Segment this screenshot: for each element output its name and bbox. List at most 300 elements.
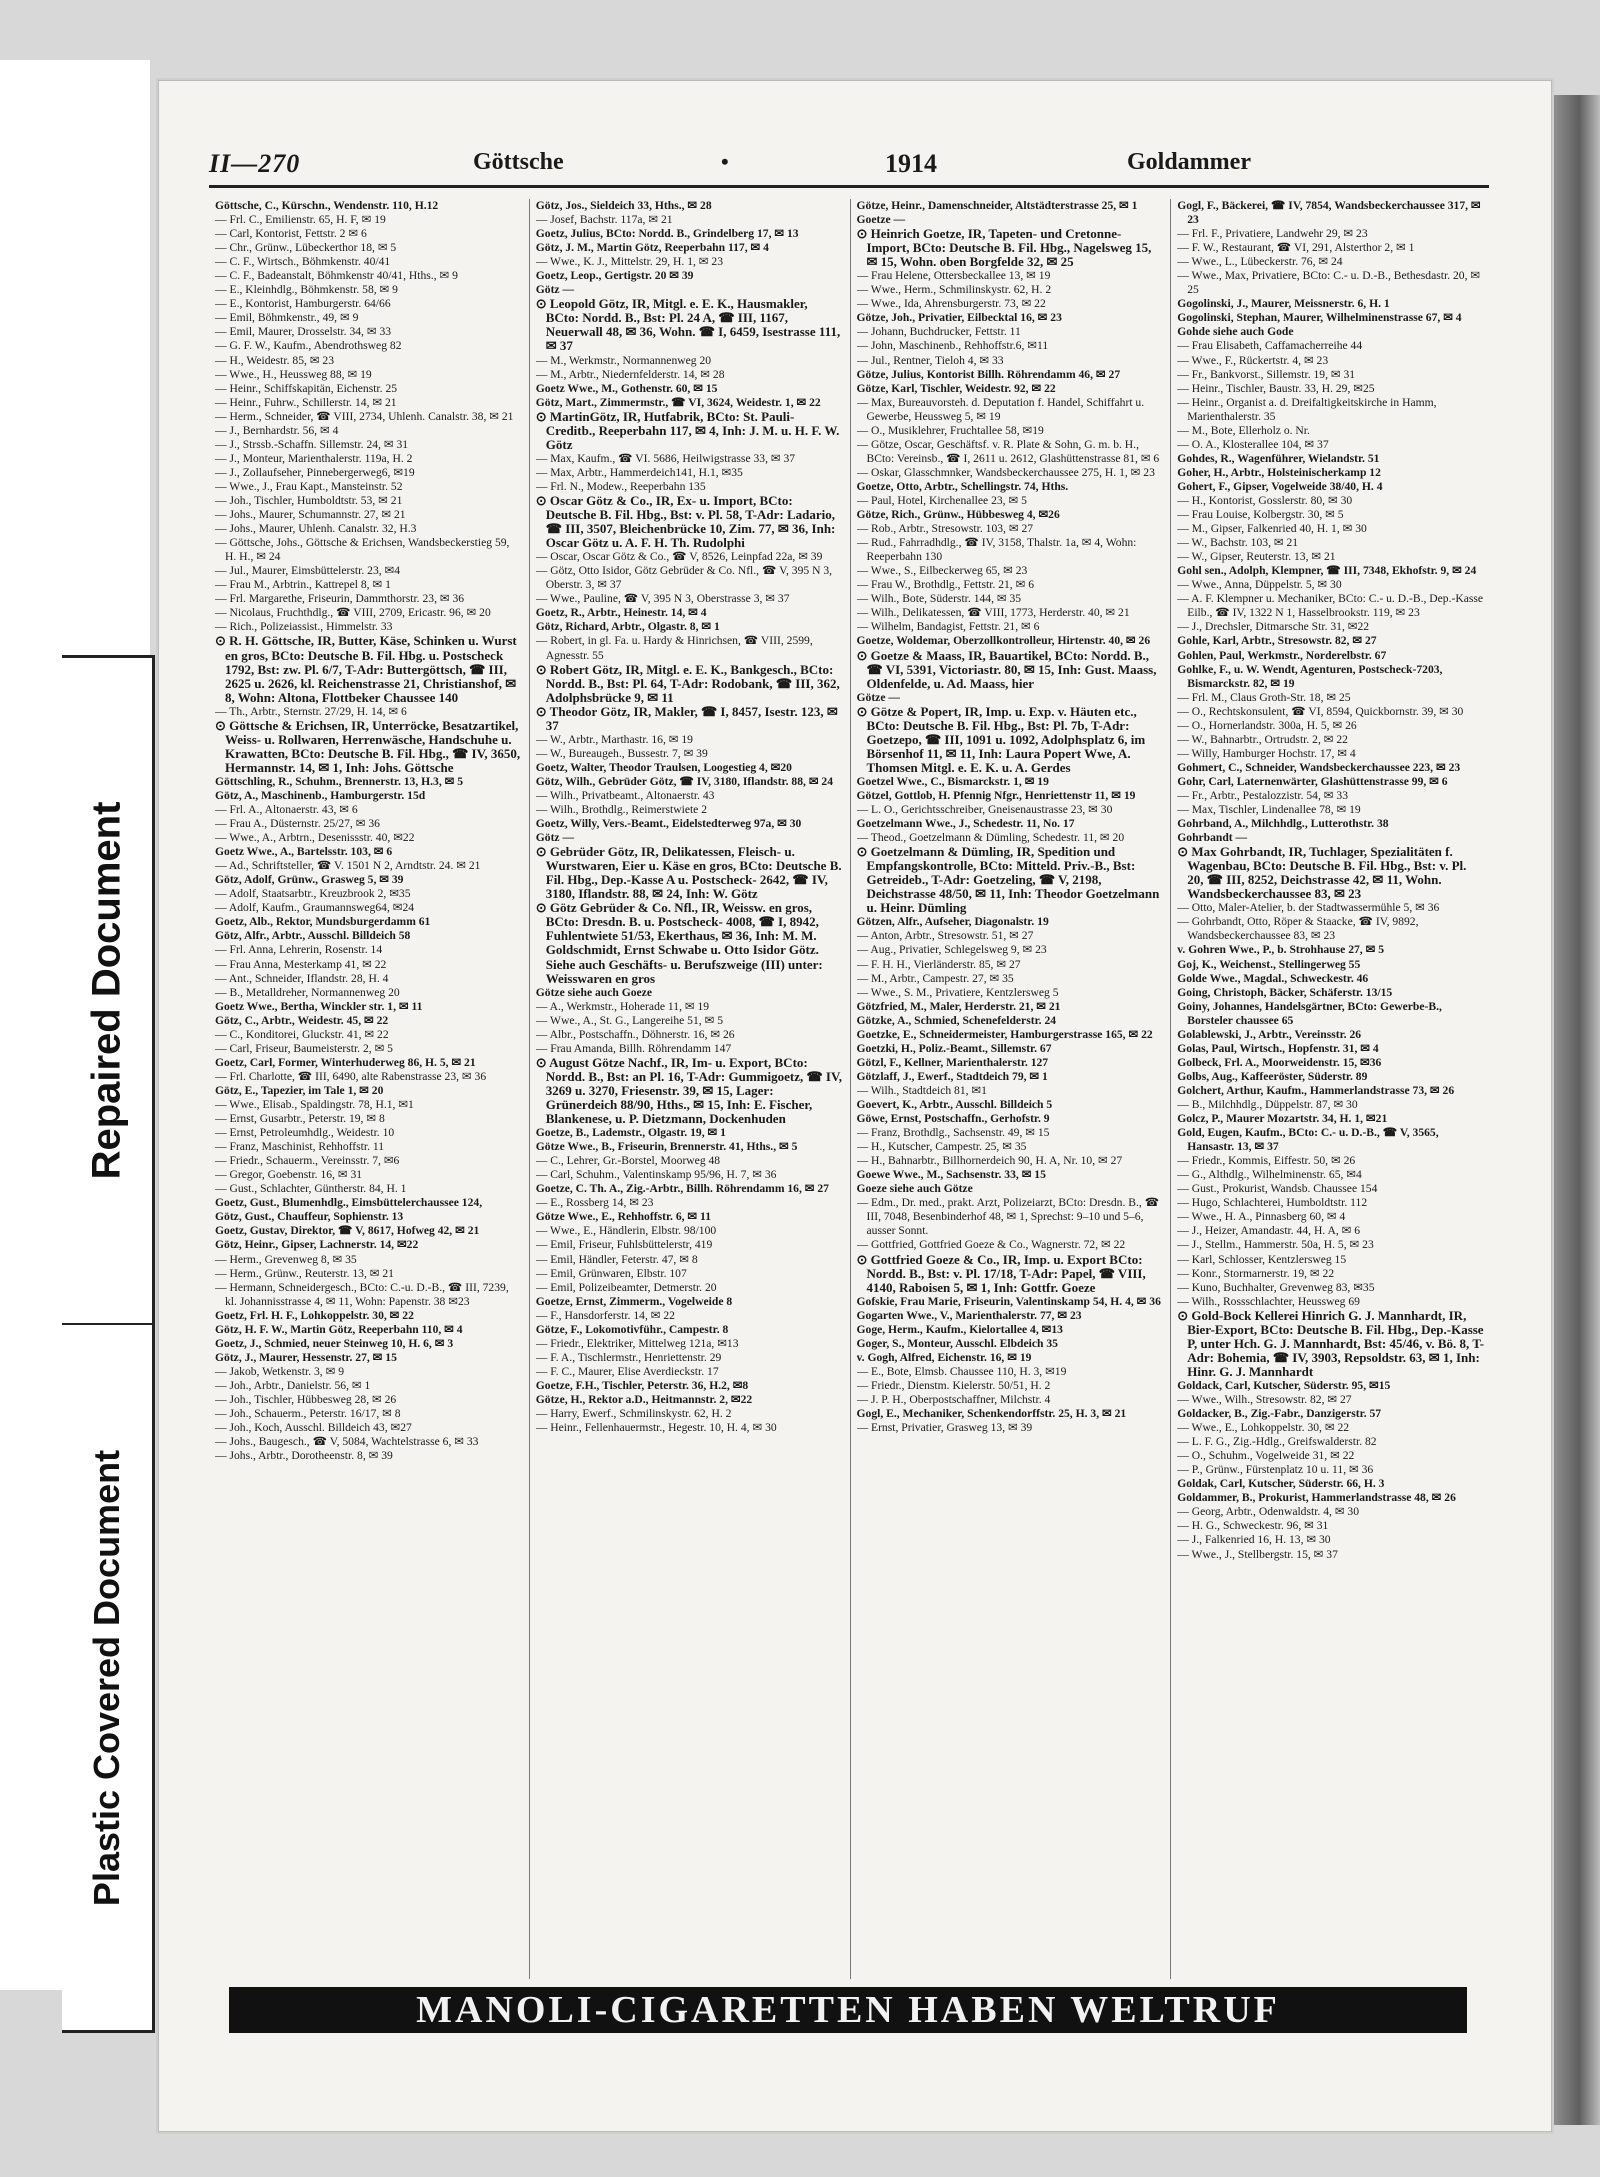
directory-entry: Gohl sen., Adolph, Klempner, ☎ III, 7348, Ekhofstr. 9, ✉ 24: [1177, 564, 1477, 578]
directory-entry: — Frau A., Düsternstr. 25/27, ✉ 36: [215, 817, 380, 831]
directory-entry: — A. F. Klempner u. Mechaniker, BCto: C.- u. D.-B., Dep.-Kasse Eilb., ☎ IV, 1322 N 1, Hasselbrookstr. 119, ✉ 23: [1177, 592, 1484, 620]
directory-entry: — W., Bachstr. 103, ✉ 21: [1177, 536, 1299, 550]
directory-entry: — Emil, Friseur, Fuhlsbüttelerstr, 419: [535, 1238, 713, 1252]
directory-entry: — Frl. N., Modew., Reeperbahn 135: [535, 479, 706, 493]
directory-entry: — Heinr., Tischler, Baustr. 33, H. 29, ✉25: [1177, 381, 1375, 395]
directory-entry: Goldak, Carl, Kutscher, Süderstr. 66, H. 3: [1177, 1477, 1385, 1491]
directory-entry: ⊙ Goetze & Maass, IR, Bauartikel, BCto: Nordd. B., ☎ VI, 5391, Victoriastr. 80, ✉ 15, Inh: Gust. Maass, Oldenfelde, u. Ad. Maass, hier: [856, 648, 1157, 691]
directory-entry: — B., Milchhdlg., Düppelstr. 87, ✉ 30: [1177, 1098, 1358, 1111]
directory-entry: — Th., Arbtr., Sternstr. 27/29, H. 14, ✉ 6: [215, 704, 407, 718]
directory-entry: — C., Konditorei, Gluckstr. 41, ✉ 22: [215, 1027, 389, 1041]
directory-entry: — Heinr., Schiffskapitän, Eichenstr. 25: [215, 381, 398, 395]
directory-entry: — Wwe., H. A., Pinnasberg 60, ✉ 4: [1177, 1210, 1346, 1224]
directory-entry: — Friedr., Schauerm., Vereinsstr. 7, ✉6: [215, 1154, 400, 1168]
directory-entry: Golablewski, J., Arbtr., Vereinsstr. 26: [1177, 1027, 1362, 1041]
directory-entry: Götzel, Gottlob, H. Pfennig Nfgr., Henriettenstr 11, ✉ 19: [856, 788, 1136, 802]
directory-entry: Götz, Alfr., Arbtr., Ausschl. Billdeich 58: [215, 929, 411, 943]
directory-entry: Götze, Karl, Tischler, Weidestr. 92, ✉ 22: [856, 381, 1056, 395]
directory-entry: — J., Zollaufseher, Pinnebergerweg6, ✉19: [215, 465, 415, 479]
directory-entry: — Wilh., Rossschlachter, Heussweg 69: [1177, 1294, 1360, 1308]
directory-entry: — Gottfried, Gottfried Goeze & Co., Wagnerstr. 72, ✉ 22: [856, 1238, 1126, 1252]
directory-entry: — Johs., Maurer, Uhlenh. Canalstr. 32, H.3: [215, 522, 417, 536]
directory-entry: — F. W., Restaurant, ☎ VI, 291, Alsterthor 2, ✉ 1: [1177, 241, 1415, 255]
directory-entry: ⊙ Robert Götz, IR, Mitgl. e. E. K., Bankgesch., BCto: Nordd. B., Bst: Pl. 64, T-Adr: Rodobank, ☎ III, 362, Adolphsbrücke 9, ✉ 11: [535, 662, 840, 705]
directory-entry: Golbeck, Frl. A., Moorweidenstr. 15, ✉36: [1177, 1055, 1382, 1069]
directory-column-2: [529, 199, 850, 1979]
directory-entry: Goetz Wwe., A., Bartelsstr. 103, ✉ 6: [215, 845, 393, 859]
directory-entry: — Ernst, Privatier, Grasweg 13, ✉ 39: [856, 1421, 1033, 1435]
directory-entry: Goetz Wwe., Bertha, Winckler str. 1, ✉ 11: [215, 999, 423, 1013]
directory-entry: — O., Hornerlandstr. 300a, H. 5, ✉ 26: [1177, 718, 1357, 732]
directory-entry: — H., Bahnarbtr., Billhornerdeich 90, H. A, Nr. 10, ✉ 27: [856, 1154, 1123, 1168]
repaired-document-tab: [62, 655, 155, 1326]
directory-entry: — Frl. Anna, Lehrerin, Rosenstr. 14: [215, 943, 383, 957]
directory-entry: ⊙ R. H. Göttsche, IR, Butter, Käse, Schinken u. Wurst en gros, BCto: Deutsche B. Fil. Hbg. u. Postscheck 1792, Bst: zw. Pl. 6/7, T-Adr: Buttergöttsch, ☎ III, 2625 u. 2626, kl. Reichenstrasse 21, Christianshof, ✉ 8, Wohn: Altona, Flottbeker Chaussee 140: [215, 634, 517, 705]
directory-entry: Götzke, A., Schmied, Schenefelderstr. 24: [856, 1013, 1057, 1027]
plastic-covered-document-tab: [62, 1325, 155, 2033]
left-running-head: Göttsche: [473, 149, 564, 175]
directory-entry: — Jakob, Wetkenstr. 3, ✉ 9: [215, 1364, 345, 1378]
directory-entry: — Wilh., Delikatessen, ☎ VIII, 1773, Herderstr. 40, ✉ 21: [856, 606, 1130, 620]
directory-entry: — W., Arbtr., Marthastr. 16, ✉ 19: [535, 732, 693, 746]
directory-entry: Goetze, C. Th. A., Zig.-Arbtr., Billh. Röhrendamm 16, ✉ 27: [535, 1182, 829, 1196]
directory-entry: — Ernst, Gusarbtr., Peterstr. 19, ✉ 8: [215, 1112, 385, 1126]
page-number: II—270: [209, 149, 301, 178]
directory-entry: — Albr., Postschaffn., Döhnerstr. 16, ✉ 26: [535, 1027, 735, 1041]
directory-entry: Gofskie, Frau Marie, Friseurin, Valentinskamp 54, H. 4, ✉ 36: [856, 1294, 1161, 1308]
directory-column-4: [1170, 199, 1491, 1979]
directory-entry: — Götz, Otto Isidor, Götz Gebrüder & Co. Nfl., ☎ V, 395 N 3, Oberstr. 3, ✉ 37: [535, 564, 833, 592]
directory-entry: Götze, Julius, Kontorist Billh. Röhrendamm 46, ✉ 27: [856, 367, 1121, 381]
directory-entry: — Wwe., A., St. G., Langereihe 51, ✉ 5: [535, 1013, 723, 1027]
directory-entry: Golcz, P., Maurer Mozartstr. 34, H. 1, ✉21: [1177, 1112, 1388, 1126]
directory-entry: — L. F. G., Zig.-Hdlg., Greifswalderstr. 82: [1177, 1435, 1377, 1449]
directory-entry: — Johann, Buchdrucker, Fettstr. 11: [856, 325, 1021, 339]
directory-entry: — J., Drechsler, Ditmarsche Str. 31, ✉22: [1177, 620, 1370, 634]
directory-entry: Gogl, F., Bäckerei, ☎ IV, 7854, Wandsbeckerchaussee 317, ✉ 23: [1177, 199, 1481, 227]
directory-entry: Gohdes, R., Wagenführer, Wielandstr. 51: [1177, 451, 1380, 465]
directory-entry: Götz, E., Tapezier, im Tale 1, ✉ 20: [215, 1083, 384, 1097]
directory-entry: — Johs., Arbtr., Dorotheenstr. 8, ✉ 39: [215, 1449, 393, 1463]
directory-entry: — Wilh., Brothdlg., Reimerstwiete 2: [535, 803, 708, 817]
directory-entry: Götze Wwe., E., Rehhoffstr. 6, ✉ 11: [535, 1210, 711, 1224]
directory-entry: Götz, Gust., Chauffeur, Sophienstr. 13: [215, 1210, 404, 1224]
directory-entry: — Fr., Arbtr., Pestalozzistr. 54, ✉ 33: [1177, 788, 1348, 802]
directory-entry: — Herm., Schneider, ☎ VIII, 2734, Uhlenh. Canalstr. 38, ✉ 21: [215, 409, 514, 423]
directory-entry: Gohlke, F., u. W. Wendt, Agenturen, Postscheck-7203, Bismarckstr. 82, ✉ 19: [1177, 662, 1443, 690]
directory-entry: Goevert, K., Arbtr., Ausschl. Billdeich 5: [856, 1098, 1053, 1111]
directory-entry: Golchert, Arthur, Kaufm., Hammerlandstrasse 73, ✉ 26: [1177, 1083, 1455, 1097]
directory-entry: Golas, Paul, Wirtsch., Hopfenstr. 31, ✉ 4: [1177, 1041, 1379, 1055]
directory-entry: — Frau W., Brothdlg., Fettstr. 21, ✉ 6: [856, 578, 1035, 592]
directory-entry: — Friedr., Dienstm. Kielerstr. 50/51, H. 2: [856, 1378, 1051, 1392]
directory-entry: — Gust., Schlachter, Güntherstr. 84, H. 1: [215, 1182, 407, 1196]
directory-entry: — Jul., Maurer, Eimsbüttelerstr. 23, ✉4: [215, 564, 401, 578]
directory-entry: Götz, Wilh., Gebrüder Götz, ☎ IV, 3180, Iflandstr. 88, ✉ 24: [535, 774, 834, 788]
directory-entry: — Otto, Maler-Atelier, b. der Stadtwassermühle 5, ✉ 36: [1177, 901, 1440, 915]
directory-entry: — Konr., Stormarnerstr. 19, ✉ 22: [1177, 1266, 1335, 1280]
directory-entry: — Emil, Maurer, Drosselstr. 34, ✉ 33: [215, 325, 392, 339]
directory-entry: — M., Bote, Ellerholz o. Nr.: [1177, 423, 1310, 437]
directory-entry: — Frl. F., Privatiere, Landwehr 29, ✉ 23: [1177, 227, 1368, 241]
directory-entry: — Wwe., Max, Privatiere, BCto: C.- u. D.-B., Bethesdastr. 20, ✉ 25: [1177, 269, 1481, 297]
directory-entry: Goetzke, E., Schneidermeister, Hamburgerstrasse 165, ✉ 22: [856, 1027, 1153, 1041]
directory-entry: — Chr., Grünw., Lübeckerthor 18, ✉ 5: [215, 241, 397, 255]
directory-entry: — A., Werkmstr., Hoherade 11, ✉ 19: [535, 999, 710, 1013]
directory-entry: — Joh., Arbtr., Danielstr. 56, ✉ 1: [215, 1378, 371, 1392]
directory-entry: v. Gohren Wwe., P., b. Strohhause 27, ✉ 5: [1177, 943, 1384, 957]
directory-entry: Götz, J., Maurer, Hessenstr. 27, ✉ 15: [215, 1350, 397, 1364]
directory-entry: — Paul, Hotel, Kirchenallee 23, ✉ 5: [856, 493, 1027, 507]
directory-entry: — J., Falkenried 16, H. 13, ✉ 30: [1177, 1533, 1331, 1547]
directory-entry: Goetz, Carl, Former, Winterhuderweg 86, H. 5, ✉ 21: [215, 1055, 476, 1069]
directory-entry: Goiny, Johannes, Handelsgärtner, BCto: Gewerbe-B., Borsteler chaussee 65: [1177, 999, 1442, 1027]
directory-entry: — Nicolaus, Fruchthdlg., ☎ VIII, 2709, Ericastr. 96, ✉ 20: [215, 606, 491, 620]
directory-columns: [209, 199, 1491, 1979]
directory-entry: — Fr., Bankvorst., Sillemstr. 19, ✉ 31: [1177, 367, 1356, 381]
directory-entry: — Max, Kaufm., ☎ VI. 5686, Heilwigstrasse 33, ✉ 37: [535, 451, 796, 465]
directory-entry: — Carl, Kontorist, Fettstr. 2 ✉ 6: [215, 227, 367, 241]
directory-entry: Goetze, Woldemar, Oberzollkontrolleur, Hirtenstr. 40, ✉ 26: [856, 634, 1151, 648]
directory-entry: — Adolf, Kaufm., Graumannsweg64, ✉24: [215, 901, 415, 915]
directory-entry: — Emil, Böhmkenstr., 49, ✉ 9: [215, 311, 359, 325]
directory-entry: ⊙ Götz Gebrüder & Co. Nfl., IR, Weissw. en gros, BCto: Dresdn. B. u. Postscheck- 4008, ☎ I, 8942, Fuhlentwiete 51/53, Ekerthaus, ✉ 36, Inh: M. M. Goldschmidt, Ernst Schwabe u. Otto Isidor Götz. Siehe auch Geschäfts- u. Berufszweige (III) unter: Weisswaren en gros: [535, 901, 823, 986]
directory-entry: — H., Kontorist, Gosslerstr. 80, ✉ 30: [1177, 493, 1353, 507]
directory-entry: Goger, S., Monteur, Ausschl. Elbdeich 35: [856, 1336, 1058, 1350]
directory-entry: ⊙ Heinrich Goetze, IR, Tapeten- und Cretonne-Import, BCto: Deutsche B. Fil. Hbg., Nagelsweg 15, ✉ 15, Wohn. oben Borgfelde 32, ✉ 25: [856, 227, 1152, 270]
directory-entry: — O., Musiklehrer, Fruchtallee 58, ✉19: [856, 423, 1044, 437]
directory-entry: Goetz, Julius, BCto: Nordd. B., Grindelberg 17, ✉ 13: [535, 227, 799, 241]
directory-entry: Goetz, J., Schmied, neuer Steinweg 10, H. 6, ✉ 3: [215, 1336, 454, 1350]
directory-entry: — Robert, in gl. Fa. u. Hardy & Hinrichsen, ☎ VIII, 2599, Agnesstr. 55: [535, 634, 813, 662]
directory-entry: — Gohrbandt, Otto, Röper & Staacke, ☎ IV, 9892, Wandsbeckerchaussee 83, ✉ 23: [1177, 915, 1419, 943]
directory-entry: Gogl, E., Mechaniker, Schenkendorffstr. 25, H. 3, ✉ 21: [856, 1407, 1127, 1421]
directory-entry: Götz —: [535, 283, 575, 297]
directory-entry: — Wwe., Wilh., Stresowstr. 82, ✉ 27: [1177, 1392, 1352, 1406]
directory-entry: Gohrband, A., Milchhdlg., Lutterothstr. 38: [1177, 817, 1389, 831]
directory-entry: ⊙ Max Gohrbandt, IR, Tuchlager, Spezialitäten f. Wagenbau, BCto: Deutsche B. Fil. Hbg., Bst: v. Pl. 20, ☎ III, 8252, Deichstrasse 42, ✉ 11, Wohn. Wandsbeckerchaussee 83, ✉ 23: [1177, 845, 1467, 902]
directory-entry: — Wilhelm, Bandagist, Fettstr. 21, ✉ 6: [856, 620, 1040, 634]
directory-entry: — O. A., Klosterallee 104, ✉ 37: [1177, 437, 1329, 451]
directory-entry: — Heinr., Fuhrw., Schillerstr. 14, ✉ 21: [215, 395, 397, 409]
directory-entry: Goetz, Leop., Gertigstr. 20 ✉ 39: [535, 269, 694, 283]
directory-entry: — M., Gipser, Falkenried 40, H. 1, ✉ 30: [1177, 522, 1367, 536]
directory-entry: — Anton, Arbtr., Stresowstr. 51, ✉ 27: [856, 929, 1034, 943]
directory-entry: — Wwe., J., Frau Kapt., Mansteinstr. 52: [215, 479, 403, 493]
directory-entry: Golbs, Aug., Kaffeeröster, Süderstr. 89: [1177, 1069, 1368, 1083]
directory-entry: — J. P. H., Oberpostschaffner, Milchstr. 4: [856, 1392, 1051, 1406]
directory-entry: — Joh., Tischler, Hübbesweg 28, ✉ 26: [215, 1392, 397, 1406]
directory-entry: — Frau Amanda, Billh. Röhrendamm 147: [535, 1041, 732, 1055]
directory-entry: — Georg, Arbtr., Odenwaldstr. 4, ✉ 30: [1177, 1505, 1360, 1519]
directory-entry: — Wilh., Privatbeamt., Altonaerstr. 43: [535, 788, 715, 802]
directory-entry: — Kuno, Buchhalter, Grevenweg 83, ✉35: [1177, 1280, 1375, 1294]
directory-entry: — Joh., Tischler, Humboldtstr. 53, ✉ 21: [215, 493, 403, 507]
directory-entry: Gogolinski, Stephan, Maurer, Wilhelminenstrasse 67, ✉ 4: [1177, 311, 1462, 325]
advertisement-text: MANOLI-CIGARETTEN HABEN WELTRUF: [416, 1989, 1280, 2031]
directory-entry: ⊙ Leopold Götz, IR, Mitgl. e. E. K., Hausmakler, BCto: Nordd. B., Bst: Pl. 24 A, ☎ III, 1167, Neuerwall 48, ✉ 36, Wohn. ☎ I, 6459, Isestrasse 111, ✉ 37: [535, 297, 841, 354]
directory-entry: ⊙ Gottfried Goeze & Co., IR, Imp. u. Export BCto: Nordd. B., Bst: v. Pl. 17/18, T-Adr: Papel, ☎ VIII, 4140, Raboisen 5, ✉ 1, Inh: Gottfr. Goeze: [856, 1252, 1146, 1295]
directory-entry: — Emil, Händler, Feterstr. 47, ✉ 8: [535, 1252, 698, 1266]
directory-entry: — Götze, Oscar, Geschäftsf. v. R. Plate & Sohn, G. m. b. H., BCto: Vereinsb., ☎ I, 2611 u. 2612, Glashüttenstrasse 81, ✉ 6: [856, 437, 1160, 465]
directory-entry: — Heinr., Fellenhauermstr., Hegestr. 10, H. 4, ✉ 30: [535, 1421, 777, 1435]
directory-entry: Gohmert, C., Schneider, Wandsbeckerchaussee 223, ✉ 23: [1177, 760, 1461, 774]
directory-entry: — Frau Helene, Ottersbeckallee 13, ✉ 19: [856, 269, 1051, 283]
page-header: [209, 145, 1489, 188]
directory-entry: — Wwe., A., Arbtrn., Desenissstr. 40, ✉22: [215, 831, 415, 845]
directory-entry: Goetze, Otto, Arbtr., Schellingstr. 74, Hths.: [856, 479, 1069, 493]
directory-entry: — Wwe., S. M., Privatiere, Kentzlersweg 5: [856, 985, 1059, 999]
directory-entry: Götze —: [856, 690, 900, 704]
directory-entry: — John, Maschinenb., Rehhoffstr.6, ✉11: [856, 339, 1049, 353]
directory-entry: — Heinr., Organist a. d. Dreifaltigkeitskirche in Hamm, Marienthalerstr. 35: [1177, 395, 1437, 423]
header-divider: •: [721, 149, 729, 174]
directory-entry: — Rich., Polizeiassist., Himmelstr. 33: [215, 620, 393, 634]
directory-entry: — Harry, Ewerf., Schmilinskystr. 62, H. 2: [535, 1407, 732, 1421]
directory-entry: — Joh., Koch, Ausschl. Billdeich 43, ✉27: [215, 1421, 412, 1435]
directory-entry: — Ad., Schriftsteller, ☎ V. 1501 N 2, Arndtstr. 24. ✉ 21: [215, 859, 481, 873]
directory-entry: — F. C., Maurer, Elise Averdieckstr. 17: [535, 1364, 719, 1378]
directory-entry: Götz, A., Maschinenb., Hamburgerstr. 15d: [215, 788, 426, 802]
directory-entry: — Joh., Schauerm., Peterstr. 16/17, ✉ 8: [215, 1407, 401, 1421]
directory-entry: Goetze —: [856, 213, 906, 227]
directory-entry: — Johs., Baugesch., ☎ V, 5084, Wachtelstrasse 6, ✉ 33: [215, 1435, 479, 1449]
directory-entry: Goldacker, B., Zig.-Fabr., Danzigerstr. 57: [1177, 1407, 1382, 1421]
directory-entry: — Max, Tischler, Lindenallee 78, ✉ 19: [1177, 803, 1361, 817]
directory-entry: Götz, J. M., Martin Götz, Reeperbahn 117, ✉ 4: [535, 241, 769, 255]
directory-entry: — Wwe., Pauline, ☎ V, 395 N 3, Oberstrasse 3, ✉ 37: [535, 592, 790, 606]
directory-entry: Goetz, Willy, Vers.-Beamt., Eidelstedterweg 97a, ✉ 30: [535, 817, 802, 831]
directory-entry: Götzlaff, J., Ewerf., Stadtdeich 79, ✉ 1: [856, 1069, 1048, 1083]
directory-entry: Goetz Wwe., M., Gothenstr. 60, ✉ 15: [535, 381, 718, 395]
directory-entry: Götz, Mart., Zimmermstr., ☎ VI, 3624, Weidestr. 1, ✉ 22: [535, 395, 821, 409]
directory-entry: ⊙ Götze & Popert, IR, Imp. u. Exp. v. Häuten etc., BCto: Deutsche B. Fil. Hbg., Bst: Pl. 7b, T-Adr: Goetzepo, ☎ III, 1091 u. 1092, Adolphsplatz 6, im Börsenhof 11, ✉ 11, Inh: Laura Popert Wwe, A. Thomsen Mitgl. e. E. K. u. A. Gerdes: [856, 704, 1146, 775]
directory-entry: Goetz, Alb., Rektor, Mundsburgerdamm 61: [215, 915, 431, 929]
directory-entry: — G., Althdlg., Wilhelminenstr. 65, ✉4: [1177, 1168, 1362, 1182]
plastic-covered-document-label: Plastic Covered Document: [86, 1449, 128, 1906]
book-spine-edge: [1548, 95, 1600, 2125]
directory-entry: Götz, H. F. W., Martin Götz, Reeperbahn 110, ✉ 4: [215, 1322, 463, 1336]
directory-entry: — Frau Elisabeth, Caffamacherreihe 44: [1177, 339, 1363, 353]
directory-entry: Götze, F., Lokomotivführ., Campestr. 8: [535, 1322, 729, 1336]
directory-entry: Goewe Wwe., M., Sachsenstr. 33, ✉ 15: [856, 1168, 1046, 1182]
directory-entry: Goetz, Gust., Blumenhdlg., Eimsbüttelerchaussee 124,: [215, 1196, 483, 1210]
directory-entry: — Frl. C., Emilienstr. 65, H. F, ✉ 19: [215, 213, 386, 227]
directory-entry: — J., Strssb.-Schaffn. Sillemstr. 24, ✉ 31: [215, 437, 409, 451]
directory-entry: — Gregor, Goebenstr. 16, ✉ 31: [215, 1168, 363, 1182]
directory-entry: Gohlen, Paul, Werkmstr., Norderelbstr. 67: [1177, 648, 1387, 662]
directory-entry: — Frau M., Arbtrin., Kattrepel 8, ✉ 1: [215, 578, 391, 592]
directory-entry: — Wwe., E., Lohkoppelstr. 30, ✉ 22: [1177, 1421, 1350, 1435]
directory-column-1: [209, 199, 529, 1979]
directory-entry: — Göttsche, Johs., Göttsche & Erichsen, Wandsbeckerstieg 59, H. H., ✉ 24: [215, 536, 510, 564]
directory-entry: — J., Monteur, Marienthalerstr. 119a, H. 2: [215, 451, 413, 465]
directory-entry: — Wwe., J., Stellbergstr. 15, ✉ 37: [1177, 1547, 1338, 1561]
directory-entry: — Franz, Maschinist, Rehhoffstr. 11: [215, 1140, 385, 1154]
directory-entry: — Wwe., Herm., Schmilinskystr. 62, H. 2: [856, 283, 1052, 297]
directory-entry: Götzfried, M., Maler, Herderstr. 21, ✉ 21: [856, 999, 1061, 1013]
directory-entry: Goldack, Carl, Kutscher, Süderstr. 95, ✉15: [1177, 1378, 1391, 1392]
directory-entry: — Wwe., F., Rückertstr. 4, ✉ 23: [1177, 353, 1329, 367]
directory-entry: — Josef, Bachstr. 117a, ✉ 21: [535, 213, 673, 227]
year-heading: 1914: [885, 149, 937, 178]
directory-entry: — Adolf, Staatsarbtr., Kreuzbrook 2, ✉35: [215, 887, 411, 901]
directory-entry: ⊙ Theodor Götz, IR, Makler, ☎ I, 8457, Isestr. 123, ✉ 37: [535, 704, 838, 733]
directory-entry: Götze, Joh., Privatier, Eilbecktal 16, ✉ 23: [856, 311, 1062, 325]
directory-entry: — Oskar, Glasschmnker, Wandsbeckerchaussee 275, H. 1, ✉ 23: [856, 465, 1155, 479]
directory-entry: — Carl, Friseur, Baumeisterstr. 2, ✉ 5: [215, 1041, 393, 1055]
directory-entry: — E., Rossberg 14, ✉ 23: [535, 1196, 654, 1210]
directory-entry: — Jul., Rentner, Tieloh 4, ✉ 33: [856, 353, 1004, 367]
directory-entry: Goetzelmann Wwe., J., Schedestr. 11, No. 17: [856, 817, 1075, 831]
directory-entry: Götze, Rich., Grünw., Hübbesweg 4, ✉26: [856, 508, 1060, 522]
directory-entry: — Frau Anna, Mesterkamp 41, ✉ 22: [215, 957, 387, 971]
directory-entry: — H. G., Schweckestr. 96, ✉ 31: [1177, 1519, 1329, 1533]
directory-entry: Göttschling, R., Schuhm., Brennerstr. 13, H.3, ✉ 5: [215, 774, 464, 788]
directory-entry: ⊙ Gebrüder Götz, IR, Delikatessen, Fleisch- u. Wurstwaren, Eier u. Käse en gros, BCto: Deutsche B. Fil. Hbg., Dep.-Kasse A u. Postscheck- 2642, ☎ IV, 3180, Iflandstr. 88, ✉ 24, Inh: W. Götz: [535, 845, 842, 902]
directory-entry: Goetz, Walter, Theodor Traulsen, Loogestieg 4, ✉20: [535, 760, 792, 774]
directory-entry: — F. H. H., Vierländerstr. 85, ✉ 27: [856, 957, 1021, 971]
directory-entry: — Hugo, Schlachterei, Humboldtstr. 112: [1177, 1196, 1368, 1210]
directory-entry: Gogarten Wwe., V., Marienthalerstr. 77, ✉ 23: [856, 1308, 1082, 1322]
directory-entry: — Wwe., Elisab., Spaldingstr. 78, H.1, ✉1: [215, 1098, 414, 1111]
directory-entry: — Herm., Grünw., Reuterstr. 13, ✉ 21: [215, 1266, 394, 1280]
directory-entry: — Edm., Dr. med., prakt. Arzt, Polizeiarzt, BCto: Dresdn. B., ☎ III, 7048, Besenbinderhof 48, ✉ 1, Sprechst: 9–10 und 5–6, ausser Sonnt.: [856, 1196, 1160, 1238]
directory-entry: Gohrbandt —: [1177, 831, 1248, 845]
directory-entry: — Rob., Arbtr., Stresowstr. 103, ✉ 27: [856, 522, 1034, 536]
directory-entry: Gohr, Carl, Laternenwärter, Glashüttenstrasse 99, ✉ 6: [1177, 774, 1448, 788]
directory-entry: — Friedr., Kommis, Eiffestr. 50, ✉ 26: [1177, 1154, 1356, 1168]
directory-entry: ⊙ August Götze Nachf., IR, Im- u. Export, BCto: Nordd. B., Bst: an Pl. 16, T-Adr: Gummigoetz, ☎ IV, 3269 u. 3270, Friesenstr. 39, ✉ 15, Lager: Grünerdeich 88/90, Hths., ✉ 15, Inh: E. Fischer, Blankenese, u. P. Dietzmann, Dockenhuden: [535, 1055, 842, 1127]
directory-entry: — Wwe., S., Eilbeckerweg 65, ✉ 23: [856, 564, 1028, 578]
directory-entry: Goldammer, B., Prokurist, Hammerlandstrasse 48, ✉ 26: [1177, 1491, 1456, 1505]
directory-entry: — Willy, Hamburger Hochstr. 17, ✉ 4: [1177, 746, 1356, 760]
directory-entry: Götz, Adolf, Grünw., Grasweg 5, ✉ 39: [215, 873, 404, 887]
directory-entry: — Emil, Polizeibeamter, Detmerstr. 20: [535, 1280, 717, 1294]
directory-entry: Goetz, R., Arbtr., Heinestr. 14, ✉ 4: [535, 606, 707, 620]
directory-entry: — Wwe., L., Lübeckerstr. 76, ✉ 24: [1177, 255, 1343, 269]
directory-entry: — W., Bureaugeh., Bussestr. 7, ✉ 39: [535, 746, 708, 760]
directory-entry: — J., Bernhardstr. 56, ✉ 4: [215, 423, 339, 437]
directory-entry: — P., Grünw., Fürstenplatz 10 u. 11, ✉ 36: [1177, 1463, 1374, 1477]
directory-entry: — Johs., Maurer, Schumannstr. 27, ✉ 21: [215, 508, 406, 522]
directory-entry: — W., Gipser, Reuterstr. 13, ✉ 21: [1177, 550, 1336, 564]
directory-entry: — O., Rechtskonsulent, ☎ VI, 8594, Quickbornstr. 39, ✉ 30: [1177, 704, 1464, 718]
directory-entry: — M., Arbtr., Campestr. 27, ✉ 35: [856, 971, 1014, 985]
directory-entry: — Wilh., Bote, Süderstr. 144, ✉ 35: [856, 592, 1022, 606]
directory-entry: Goetzel Wwe., C., Bismarckstr. 1, ✉ 19: [856, 774, 1049, 788]
directory-entry: Göttsche, C., Kürschn., Wendenstr. 110, H.12: [215, 199, 439, 212]
directory-entry: — F., Hansdorferstr. 14, ✉ 22: [535, 1308, 675, 1322]
directory-entry: — E., Kontorist, Hamburgerstr. 64/66: [215, 297, 391, 311]
directory-entry: — Karl, Schlosser, Kentzlersweg 15: [1177, 1252, 1347, 1266]
directory-entry: ⊙ Gold-Bock Kellerei Hinrich G. J. Mannhardt, IR, Bier-Export, BCto: Deutsche B. Fil. Hbg., Dep.-Kasse P, unter Hch. G. J. Mannhardt, Bst: 45/46, v. Bö. 8, T-Adr: Bohemia, ☎ IV, 3903, Repsoldstr. 63, ✉ 1, Inh: Hinr. G. J. Mannhardt: [1177, 1308, 1485, 1379]
directory-entry: — Emil, Grünwaren, Elbstr. 107: [535, 1266, 687, 1280]
directory-entry: — M., Arbtr., Niedernfelderstr. 14, ✉ 28: [535, 367, 725, 381]
directory-entry: — Oscar, Oscar Götz & Co., ☎ V, 8526, Leinpfad 22a, ✉ 39: [535, 550, 823, 564]
directory-entry: Goetze, B., Lademstr., Olgastr. 19, ✉ 1: [535, 1126, 726, 1140]
directory-entry: — B., Metalldreher, Normannenweg 20: [215, 985, 400, 999]
directory-column-3: [850, 199, 1171, 1979]
directory-entry: — J., Stellm., Hammerstr. 50a, H. 5, ✉ 23: [1177, 1238, 1374, 1252]
directory-entry: Götz, Jos., Sieldeich 33, Hths., ✉ 28: [535, 199, 712, 212]
directory-entry: Gohle, Karl, Arbtr., Stresowstr. 82, ✉ 27: [1177, 634, 1377, 648]
directory-entry: Götze, Heinr., Damenschneider, Altstädterstrasse 25, ✉ 1: [856, 199, 1138, 212]
directory-entry: — Franz, Brothdlg., Sachsenstr. 49, ✉ 15: [856, 1126, 1050, 1140]
directory-entry: — Theod., Goetzelmann & Dümling, Schedestr. 11, ✉ 20: [856, 831, 1125, 845]
directory-entry: — Ant., Schneider, Iflandstr. 28, H. 4: [215, 971, 389, 985]
directory-entry: — Wilh., Stadtdeich 81, ✉1: [856, 1083, 987, 1097]
directory-entry: — Frl. A., Altonaerstr. 43, ✉ 6: [215, 803, 358, 817]
directory-entry: — Max, Arbtr., Hammerdeich141, H.1, ✉35: [535, 465, 743, 479]
directory-entry: Goetz, Frl. H. F., Lohkoppelstr. 30, ✉ 22: [215, 1308, 414, 1322]
advertisement-banner: [229, 1987, 1467, 2033]
directory-entry: Goher, H., Arbtr., Holsteinischerkamp 12: [1177, 465, 1381, 479]
directory-entry: — F. A., Tischlermstr., Henriettenstr. 29: [535, 1350, 722, 1364]
directory-entry: — J., Heizer, Amandastr. 44, H. A, ✉ 6: [1177, 1224, 1361, 1238]
directory-entry: Goge, Herm., Kaufm., Kielortallee 4, ✉13: [856, 1322, 1063, 1336]
directory-entry: — Friedr., Elektriker, Mittelweg 121a, ✉13: [535, 1336, 739, 1350]
directory-entry: — O., Schuhm., Vogelweide 31, ✉ 22: [1177, 1449, 1355, 1463]
directory-entry: Götze siehe auch Goeze: [535, 985, 652, 999]
directory-entry: — Frl. Charlotte, ☎ III, 6490, alte Rabenstrasse 23, ✉ 36: [215, 1069, 487, 1083]
directory-entry: Gogolinski, J., Maurer, Meissnerstr. 6, H. 1: [1177, 297, 1390, 311]
directory-entry: — Gust., Prokurist, Wandsb. Chaussee 154: [1177, 1182, 1378, 1196]
directory-entry: Goj, K., Weichenst., Stellingerweg 55: [1177, 957, 1361, 971]
directory-entry: Goetz, Gustav, Direktor, ☎ V, 8617, Hofweg 42, ✉ 21: [215, 1224, 480, 1238]
directory-entry: v. Gogh, Alfred, Eichenstr. 16, ✉ 19: [856, 1350, 1032, 1364]
directory-entry: — Frl. Margarethe, Friseurin, Dammthorstr. 23, ✉ 36: [215, 592, 465, 606]
directory-entry: — Wwe., K. J., Mittelstr. 29, H. 1, ✉ 23: [535, 255, 724, 269]
directory-entry: Götz —: [535, 831, 575, 845]
directory-entry: — Wwe., Ida, Ahrensburgerstr. 73, ✉ 22: [856, 297, 1046, 311]
directory-entry: — Wwe., H., Heussweg 88, ✉ 19: [215, 367, 372, 381]
repaired-document-label: Repaired Document: [84, 801, 129, 1180]
directory-entry: — E., Kleinhdlg., Böhmkenstr. 58, ✉ 9: [215, 283, 398, 297]
directory-entry: ⊙ MartinGötz, IR, Hutfabrik, BCto: St. Pauli-Creditb., Reeperbahn 117, ✉ 4, Inh: J. M. u. H. F. W. Götz: [535, 409, 840, 452]
directory-entry: Golde Wwe., Magdal., Schweckestr. 46: [1177, 971, 1369, 985]
directory-entry: — Max, Bureauvorsteh. d. Deputation f. Handel, Schiffahrt u. Gewerbe, Heussweg 5, ✉ 19: [856, 395, 1145, 423]
directory-entry: ⊙ Goetzelmann & Dümling, IR, Spedition und Empfangskontrolle, BCto: Mitteld. Priv.-B., Bst: Getreideb., T-Adr: Goetzeling, ☎ V, 2198, Deichstrasse 48/50, ✉ 11, Inh: Theodor Goetzelmann u. Heinr. Dümling: [856, 845, 1160, 916]
directory-entry: Goetze, Ernst, Zimmerm., Vogelweide 8: [535, 1294, 733, 1308]
directory-entry: — W., Bahnarbtr., Ortrudstr. 2, ✉ 22: [1177, 732, 1348, 746]
directory-entry: Götze, H., Rektor a.D., Heitmannstr. 2, ✉22: [535, 1392, 753, 1406]
directory-entry: — C., Lehrer, Gr.-Borstel, Moorweg 48: [535, 1154, 721, 1168]
directory-entry: — C. F., Badeanstalt, Böhmkenstr 40/41, Hths., ✉ 9: [215, 269, 458, 283]
directory-entry: Götz, C., Arbtr., Weidestr. 45, ✉ 22: [215, 1013, 389, 1027]
directory-entry: — Herm., Grevenweg 8, ✉ 35: [215, 1252, 357, 1266]
directory-entry: — Ernst, Petroleumhdlg., Weidestr. 10: [215, 1126, 395, 1140]
directory-entry: ⊙ Oscar Götz & Co., IR, Ex- u. Import, BCto: Deutsche B. Fil. Hbg., Bst: v. Pl. 58, T-Adr: Ladario, ☎ III, 3507, Bleichenbrücke 10, Zim. 77, ✉ 36, Inh: Oscar Götz u. A. F. H. Th. Rudolphi: [535, 493, 836, 551]
directory-entry: — Hermann, Schneidergesch., BCto: C.-u. D.-B., ☎ III, 7239, kl. Johannisstrasse 4, ✉ 11, Wohn: Papenstr. 38 ✉23: [215, 1280, 509, 1308]
directory-entry: — Frl. M., Claus Groth-Str. 18, ✉ 25: [1177, 690, 1351, 704]
directory-entry: Götz, Richard, Arbtr., Olgastr. 8, ✉ 1: [535, 620, 720, 634]
directory-entry: — L. O., Gerichtsschreiber, Gneisenaustrasse 23, ✉ 30: [856, 803, 1113, 817]
directory-entry: Goetze, F.H., Tischler, Peterstr. 36, H.2, ✉8: [535, 1378, 749, 1392]
directory-entry: — Wwe., Anna, Düppelstr. 5, ✉ 30: [1177, 578, 1342, 592]
directory-entry: — Aug., Privatier, Schlegelsweg 9, ✉ 23: [856, 943, 1047, 957]
directory-entry: — G. F. W., Kaufm., Abendrothsweg 82: [215, 339, 402, 353]
directory-entry: ⊙ Göttsche & Erichsen, IR, Unterröcke, Besatzartikel, Weiss- u. Rollwaren, Herrenwäsche, Handschuhe u. Krawatten, BCto: Deutsche B. Fil. Hbg., ☎ IV, 3650, Hermannstr. 14, ✉ 1, Inh: Johs. Göttsche: [215, 718, 521, 775]
directory-entry: — Rud., Fahrradhdlg., ☎ IV, 3158, Thalstr. 1a, ✉ 4, Wohn: Reeperbahn 130: [856, 536, 1137, 564]
directory-entry: Goetzki, H., Poliz.-Beamt., Sillemstr. 67: [856, 1041, 1052, 1055]
directory-entry: Going, Christoph, Bäcker, Schäferstr. 13/15: [1177, 985, 1393, 999]
directory-entry: Götz, Heinr., Gipser, Lachnerstr. 14, ✉22: [215, 1238, 419, 1252]
directory-entry: — C. F., Wirtsch., Böhmkenstr. 40/41: [215, 255, 391, 269]
directory-entry: — M., Werkmstr., Normannenweg 20: [535, 353, 712, 367]
directory-entry: Götze Wwe., B., Friseurin, Brennerstr. 41, Hths., ✉ 5: [535, 1140, 798, 1154]
directory-entry: — H., Kutscher, Campestr. 25, ✉ 35: [856, 1140, 1027, 1154]
